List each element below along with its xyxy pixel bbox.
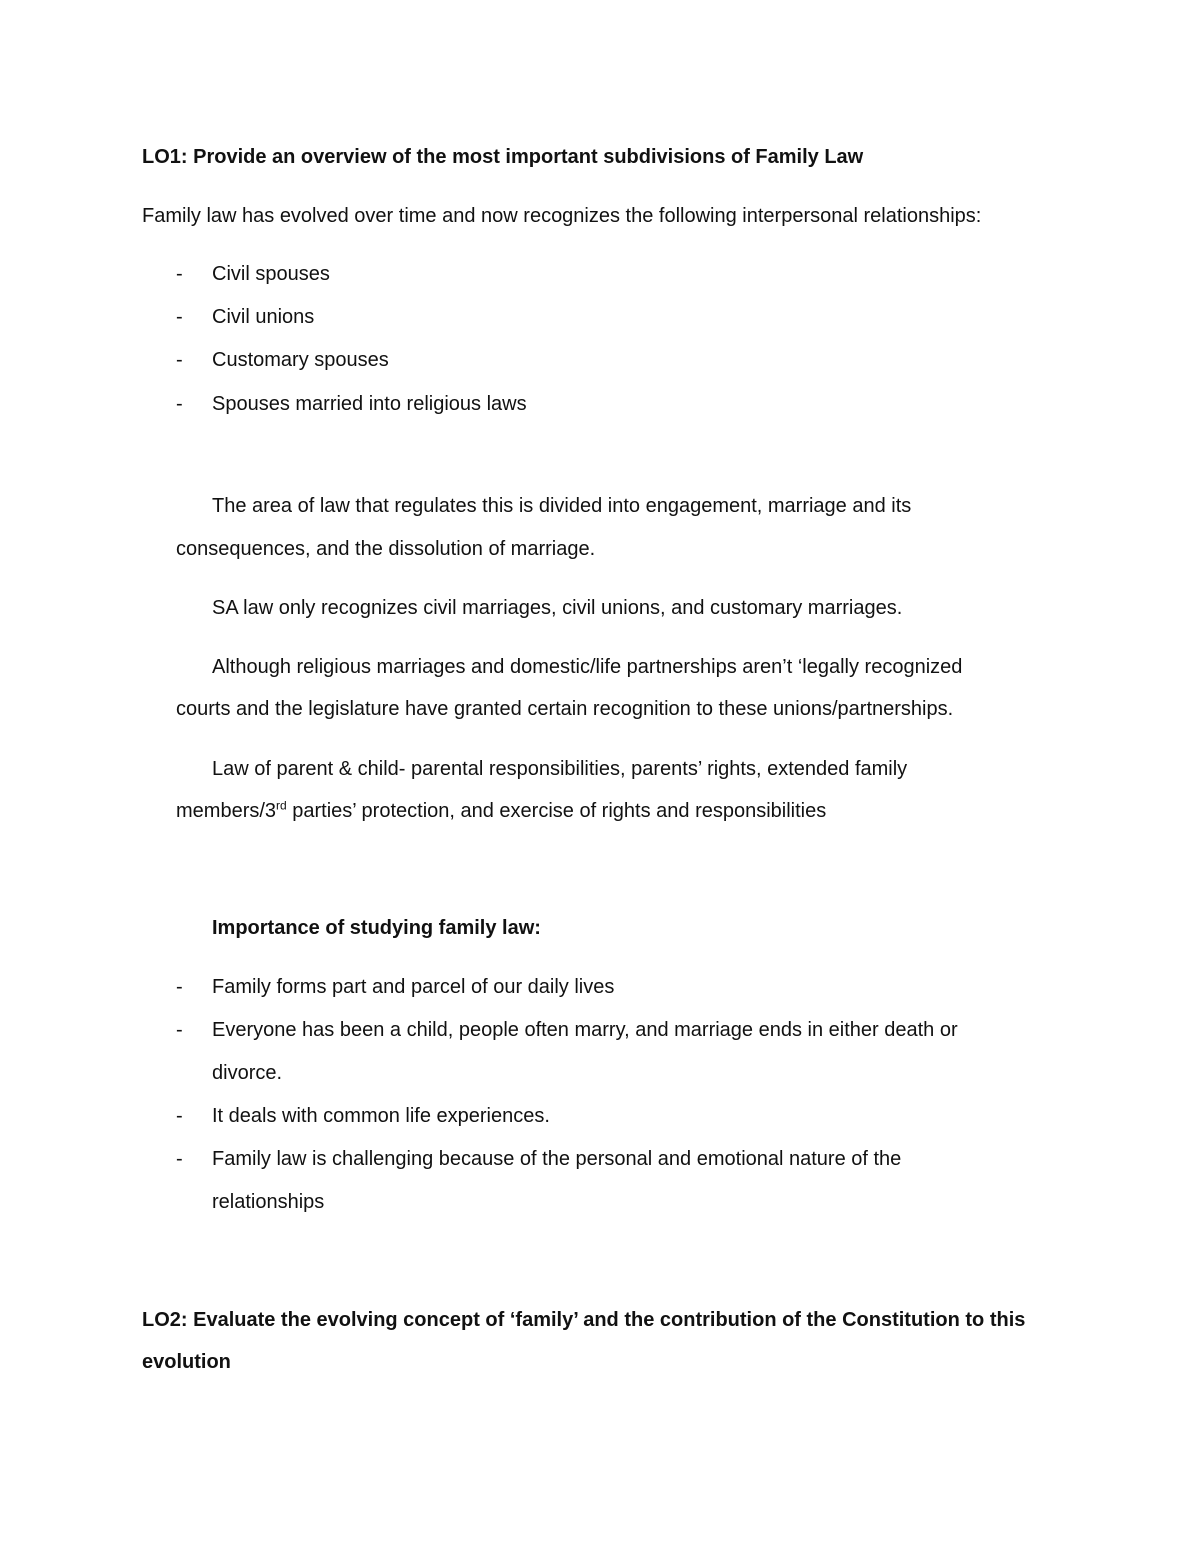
list-item: Civil spouses xyxy=(212,263,330,285)
bullet-marker: - xyxy=(176,976,183,998)
paragraph-line: consequences, and the dissolution of marriage. xyxy=(176,538,596,560)
bullet-marker: - xyxy=(176,349,183,371)
list-item: Spouses married into religious laws xyxy=(212,393,527,415)
paragraph-line: Although religious marriages and domestic/life partnerships aren’t ‘legally recognized xyxy=(212,656,963,678)
paragraph-line: The area of law that regulates this is divided into engagement, marriage and its xyxy=(212,495,912,517)
paragraph-line: courts and the legislature have granted certain recognition to these unions/partnerships. xyxy=(176,698,954,720)
lo2-heading-continuation: evolution xyxy=(142,1351,231,1373)
list-item: Family law is challenging because of the personal and emotional nature of the xyxy=(212,1148,902,1170)
list-item: Customary spouses xyxy=(212,349,389,371)
text-fragment: members/3 xyxy=(176,800,277,822)
bullet-marker: - xyxy=(176,393,183,415)
paragraph-line: SA law only recognizes civil marriages, civil unions, and customary marriages. xyxy=(212,597,903,619)
list-item: Everyone has been a child, people often marry, and marriage ends in either death or xyxy=(212,1019,958,1041)
list-item-continuation: divorce. xyxy=(212,1062,283,1084)
list-item: Civil unions xyxy=(212,306,315,328)
lo2-heading: LO2: Evaluate the evolving concept of ‘family’ and the contribution of the Constitution to this xyxy=(142,1309,1026,1331)
importance-heading: Importance of studying family law: xyxy=(212,917,541,939)
list-item: It deals with common life experiences. xyxy=(212,1105,550,1127)
bullet-marker: - xyxy=(176,263,183,285)
list-item: Family forms part and parcel of our daily lives xyxy=(212,976,615,998)
list-item-continuation: relationships xyxy=(212,1191,325,1213)
paragraph-line xyxy=(176,799,826,823)
bullet-marker: - xyxy=(176,306,183,328)
text-fragment: parties’ protection, and exercise of rights and responsibilities xyxy=(286,800,827,822)
bullet-marker: - xyxy=(176,1148,183,1170)
bullet-marker: - xyxy=(176,1105,183,1127)
superscript: rd xyxy=(276,798,287,813)
paragraph-line: Law of parent & child- parental responsibilities, parents’ rights, extended family xyxy=(212,758,908,780)
lo1-intro: Family law has evolved over time and now recognizes the following interpersonal relationships: xyxy=(142,205,982,227)
lo1-heading: LO1: Provide an overview of the most important subdivisions of Family Law xyxy=(142,146,864,168)
bullet-marker: - xyxy=(176,1019,183,1041)
